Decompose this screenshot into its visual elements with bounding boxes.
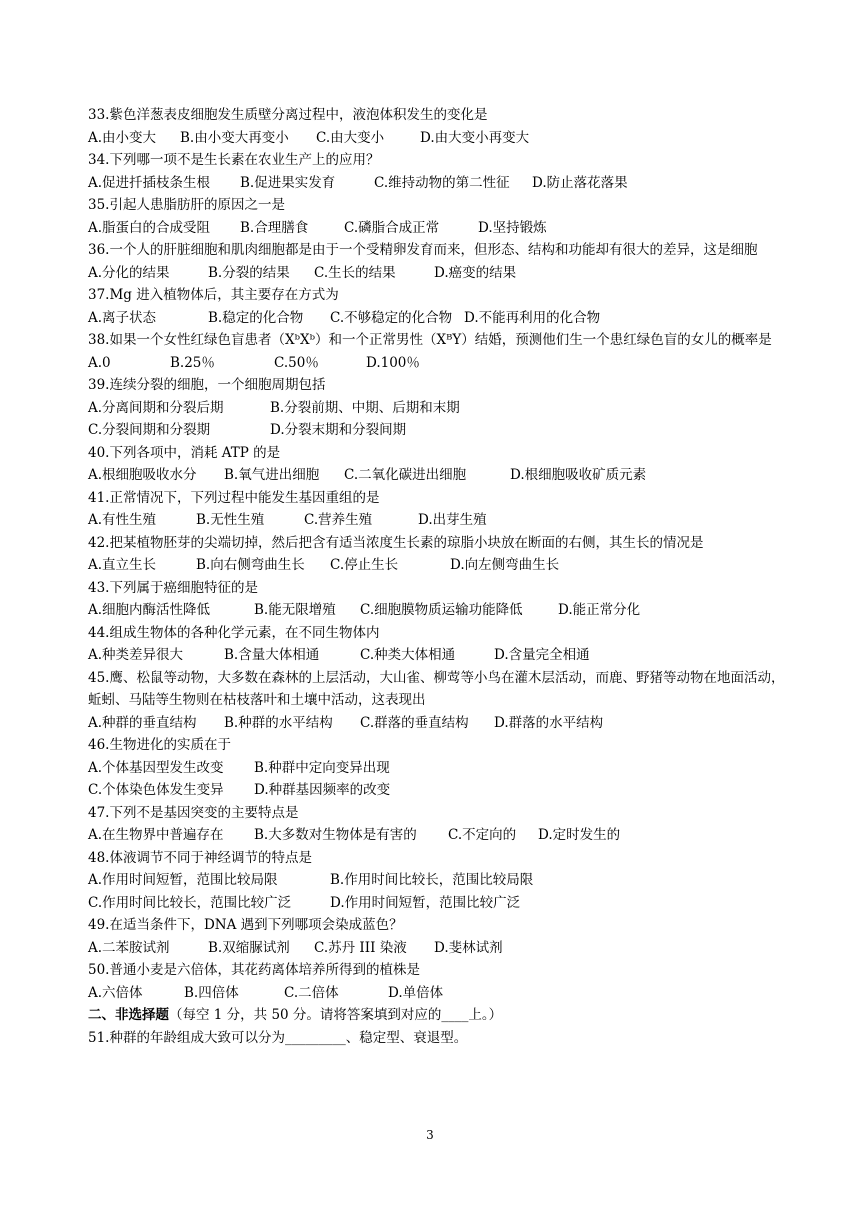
option-b: B.种群中定向变异出现 bbox=[254, 759, 390, 776]
option-d: D.坚持锻炼 bbox=[478, 219, 547, 236]
option-b: B.分裂的结果 bbox=[208, 264, 290, 281]
question-stem: 46.生物进化的实质在于 bbox=[88, 737, 231, 753]
options-row bbox=[88, 419, 788, 442]
option-c: C.生长的结果 bbox=[314, 264, 396, 281]
option-a: C.个体染色体发生变异 bbox=[88, 782, 224, 798]
question-stem: 48.体液调节不同于神经调节的特点是 bbox=[88, 849, 312, 866]
options-row bbox=[88, 464, 788, 487]
option-a: A.二苯胺试剂 bbox=[88, 939, 170, 956]
options-row bbox=[88, 509, 788, 532]
option-d: D.由大变小再变大 bbox=[420, 129, 530, 146]
option-b: D.作用时间短暂，范围比较广泛 bbox=[330, 894, 521, 911]
option-d: D.斐林试剂 bbox=[434, 939, 503, 956]
options-row bbox=[88, 352, 788, 375]
option-b: B.四倍体 bbox=[184, 984, 239, 1001]
option-d: D.能正常分化 bbox=[558, 602, 641, 618]
question-stem: 38.如果一个女性红绿色盲患者（XᵇXᵇ）和一个正常男性（XᴮY）结婚，预测他们生一个患红绿色盲的女儿的概率是 bbox=[88, 332, 772, 348]
options-row bbox=[88, 127, 788, 150]
option-b: D.种群基因频率的改变 bbox=[254, 782, 391, 798]
options-row bbox=[88, 824, 788, 847]
option-d: D.癌变的结果 bbox=[434, 264, 517, 281]
question-stem: 47.下列不是基因突变的主要特点是 bbox=[88, 804, 299, 821]
option-c: C.细胞膜物质运输功能降低 bbox=[360, 602, 523, 618]
option-b: B.由小变大再变小 bbox=[180, 129, 289, 146]
question-stem: 41.正常情况下，下列过程中能发生基因重组的是 bbox=[88, 489, 380, 506]
question-stem: 51.种群的年龄组成大致可以分为_________、稳定型、衰退型。 bbox=[88, 1029, 468, 1046]
option-a: C.作用时间比较长，范围比较广泛 bbox=[88, 894, 292, 911]
option-c: C.维持动物的第二性征 bbox=[374, 174, 510, 191]
question-stem: 35.引起人患脂肪肝的原因之一是 bbox=[88, 197, 285, 213]
section-heading bbox=[88, 1004, 788, 1027]
question-stem: 43.下列属于癌细胞特征的是 bbox=[88, 579, 258, 596]
options-row bbox=[88, 937, 788, 960]
option-a: A.脂蛋白的合成受阻 bbox=[88, 219, 211, 236]
section-title: 二、非选择题 bbox=[88, 1007, 169, 1023]
question-stem: 33.紫色洋葱表皮细胞发生质壁分离过程中，液泡体积发生的变化是 bbox=[88, 107, 488, 123]
option-a: C.分裂间期和分裂期 bbox=[88, 422, 211, 438]
options-row bbox=[88, 757, 788, 780]
option-c: C.苏丹 III 染液 bbox=[314, 939, 407, 956]
option-c: C.二氧化碳进出细胞 bbox=[344, 467, 467, 483]
question-stem: 42.把某植物胚芽的尖端切掉，然后把含有适当浓度生长素的琼脂小块放在断面的右侧，其生长的情况是 bbox=[88, 534, 704, 551]
option-a: A.直立生长 bbox=[88, 557, 157, 573]
option-c: C.磷脂合成正常 bbox=[344, 219, 440, 236]
question-stem: 50.普通小麦是六倍体，其花药离体培养所得到的植株是 bbox=[88, 962, 420, 978]
option-c: C.由大变小 bbox=[316, 129, 385, 146]
option-a: A.细胞内酶活性降低 bbox=[88, 602, 211, 618]
option-b: B.含量大体相通 bbox=[224, 647, 320, 663]
options-row bbox=[88, 599, 788, 622]
option-d: D.含量完全相通 bbox=[494, 647, 590, 663]
option-b: B.作用时间比较长，范围比较局限 bbox=[330, 872, 534, 888]
options-row bbox=[88, 982, 788, 1005]
page-number: 3 bbox=[426, 1128, 434, 1142]
options-row bbox=[88, 644, 788, 667]
option-a: A.六倍体 bbox=[88, 984, 143, 1001]
option-c: C.二倍体 bbox=[284, 984, 339, 1001]
option-b: B.能无限增殖 bbox=[254, 602, 336, 618]
option-d: D.定时发生的 bbox=[538, 827, 621, 843]
option-b: B.氧气进出细胞 bbox=[224, 467, 320, 483]
options-row bbox=[88, 892, 788, 915]
option-a: A.分离间期和分裂后期 bbox=[88, 399, 224, 416]
option-c: C.停止生长 bbox=[330, 557, 399, 573]
option-c: C.种类大体相通 bbox=[360, 647, 456, 663]
option-a: A.有性生殖 bbox=[88, 512, 157, 528]
option-a: A.个体基因型发生改变 bbox=[88, 759, 224, 776]
option-d: D.群落的水平结构 bbox=[494, 714, 604, 731]
option-b: B.促进果实发育 bbox=[240, 174, 336, 191]
option-a: A.由小变大 bbox=[88, 129, 157, 146]
option-b: B.稳定的化合物 bbox=[208, 309, 304, 326]
options-row bbox=[88, 869, 788, 892]
option-b: B.无性生殖 bbox=[196, 512, 265, 528]
question-stem: 40.下列各项中，消耗 ATP 的是 bbox=[88, 444, 281, 461]
question-stem: 45.鹰、松鼠等动物，大多数在森林的上层活动，大山雀、柳莺等小鸟在灌木层活动，而鹿、野猪等动物在地面活动，蚯蚓、马陆等生物则在枯枝落叶和土壤中活动，这表现出 bbox=[88, 669, 785, 708]
option-d: D.向左侧弯曲生长 bbox=[450, 557, 560, 573]
question-stem: 37.Mg 进入植物体后，其主要存在方式为 bbox=[88, 287, 339, 303]
question-stem: 34.下列哪一项不是生长素在农业生产上的应用？ bbox=[88, 152, 380, 168]
options-row bbox=[88, 397, 788, 420]
option-b: B.大多数对生物体是有害的 bbox=[254, 827, 417, 843]
option-b: B.双缩脲试剂 bbox=[208, 939, 290, 956]
option-b: D.分裂末期和分裂间期 bbox=[270, 422, 407, 438]
option-c: C.营养生殖 bbox=[304, 512, 373, 528]
option-a: A.离子状态 bbox=[88, 309, 157, 326]
option-a: A.种群的垂直结构 bbox=[88, 714, 197, 731]
option-a: A.作用时间短暂，范围比较局限 bbox=[88, 872, 278, 888]
option-d: D.防止落花落果 bbox=[532, 174, 628, 191]
option-d: D.根细胞吸收矿质元素 bbox=[510, 467, 647, 483]
option-b: B.合理膳食 bbox=[240, 219, 309, 236]
option-a: A.促进扦插枝条生根 bbox=[88, 174, 211, 191]
option-a: A.0 bbox=[88, 354, 111, 371]
option-d: D.100％ bbox=[366, 354, 420, 371]
section-note: （每空 1 分，共 50 分。请将答案填到对应的____上。） bbox=[169, 1007, 503, 1023]
option-d: D.出芽生殖 bbox=[418, 512, 487, 528]
option-a: A.种类差异很大 bbox=[88, 647, 184, 663]
option-c: C.不够稳定的化合物 bbox=[330, 309, 453, 326]
option-d: D.单倍体 bbox=[388, 984, 444, 1001]
option-c: C.50％ bbox=[274, 354, 319, 371]
options-row bbox=[88, 172, 788, 195]
option-c: C.不定向的 bbox=[448, 827, 517, 843]
question-stem: 49.在适当条件下，DNA 遇到下列哪项会染成蓝色？ bbox=[88, 917, 403, 933]
question-stem: 44.组成生物体的各种化学元素，在不同生物体内 bbox=[88, 624, 380, 641]
question-stem: 39.连续分裂的细胞，一个细胞周期包括 bbox=[88, 377, 326, 393]
exam-page bbox=[88, 104, 788, 1049]
option-b: B.分裂前期、中期、后期和末期 bbox=[270, 399, 460, 416]
options-row bbox=[88, 779, 788, 802]
options-row bbox=[88, 262, 788, 285]
options-row bbox=[88, 554, 788, 577]
option-a: A.根细胞吸收水分 bbox=[88, 467, 197, 483]
option-b: B.25％ bbox=[170, 354, 215, 371]
options-row bbox=[88, 712, 788, 735]
option-b: B.向右侧弯曲生长 bbox=[196, 557, 305, 573]
option-a: A.在生物界中普遍存在 bbox=[88, 827, 224, 843]
question-stem: 36.一个人的肝脏细胞和肌肉细胞都是由于一个受精卵发育而来，但形态、结构和功能却有很大的差异，这是细胞 bbox=[88, 242, 758, 258]
option-a: A.分化的结果 bbox=[88, 264, 170, 281]
option-d: D.不能再利用的化合物 bbox=[464, 309, 601, 326]
option-b: B.种群的水平结构 bbox=[224, 714, 333, 731]
options-row bbox=[88, 217, 788, 240]
options-row bbox=[88, 307, 788, 330]
option-c: C.群落的垂直结构 bbox=[360, 714, 469, 731]
